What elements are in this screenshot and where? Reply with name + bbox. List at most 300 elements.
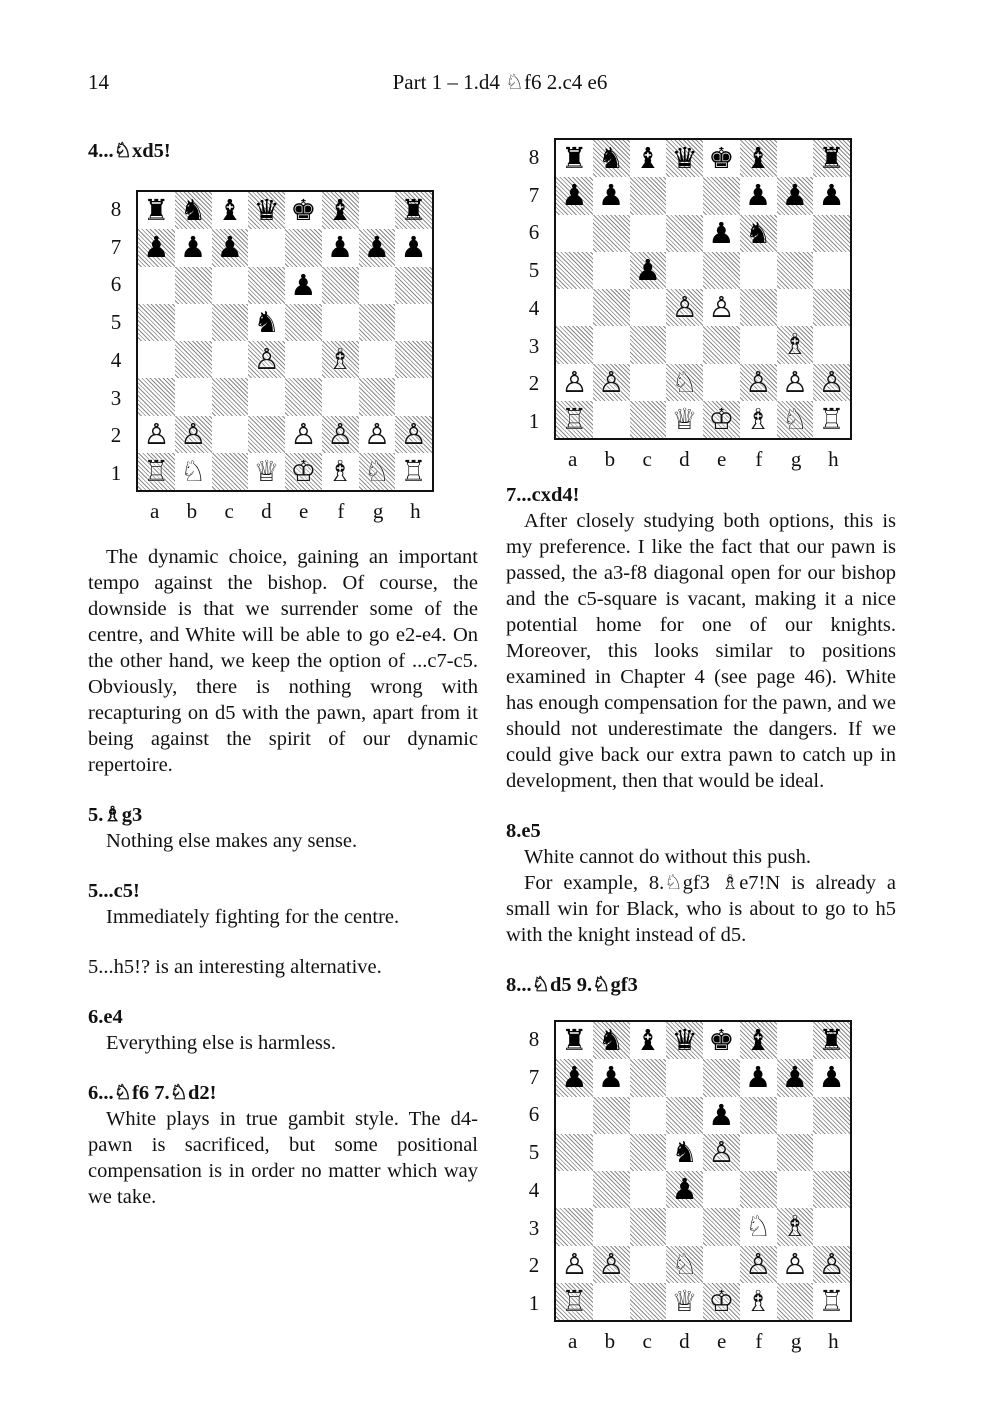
square-c5: [212, 304, 249, 341]
black-knight-icon: ♞: [745, 215, 772, 250]
square-d7: [666, 177, 703, 214]
square-h6: [813, 1097, 850, 1134]
black-pawn-icon: ♟: [745, 178, 772, 213]
rank-label: 7: [110, 234, 122, 259]
square-c3: [630, 1208, 667, 1245]
square-e6: [703, 215, 740, 252]
square-c7: [630, 177, 667, 214]
white-bishop-icon: ♗: [781, 1209, 808, 1244]
rank-label: 1: [528, 1291, 540, 1316]
white-pawn-icon: ♙: [708, 290, 735, 325]
square-a3: [556, 326, 593, 363]
rank-label: 8: [528, 1026, 540, 1051]
square-c3: [212, 378, 249, 415]
square-h7: [813, 177, 850, 214]
square-d5: [248, 304, 285, 341]
square-a8: [556, 140, 593, 177]
square-a1: [556, 1283, 593, 1320]
square-h5: [813, 1134, 850, 1171]
square-b7: [593, 1059, 630, 1096]
square-b4: [593, 289, 630, 326]
square-a6: [138, 267, 175, 304]
file-label: a: [567, 447, 578, 471]
rank-label: 5: [110, 310, 122, 335]
square-e3: [703, 326, 740, 363]
square-a7: [556, 177, 593, 214]
square-a4: [138, 341, 175, 378]
square-h6: [813, 215, 850, 252]
square-h4: [813, 289, 850, 326]
black-pawn-icon: ♟: [598, 178, 625, 213]
square-a7: [556, 1059, 593, 1096]
square-g4: [359, 341, 396, 378]
white-knight-icon: ♘: [671, 1246, 698, 1281]
white-bishop-icon: ♗: [781, 327, 808, 362]
white-pawn-icon: ♙: [561, 1246, 588, 1281]
black-pawn-icon: ♟: [818, 1060, 845, 1095]
square-f7: [740, 1059, 777, 1096]
rank-label: 5: [528, 258, 540, 283]
square-b2: [593, 364, 630, 401]
square-h8: [813, 1022, 850, 1059]
rank-label: 4: [528, 295, 540, 320]
black-knight-icon: ♞: [671, 1134, 698, 1169]
square-c2: [212, 416, 249, 453]
square-b4: [593, 1171, 630, 1208]
square-g6: [777, 1097, 814, 1134]
white-pawn-icon: ♙: [818, 364, 845, 399]
commentary-paragraph: White cannot do without this push.: [524, 846, 811, 868]
black-pawn-icon: ♟: [634, 252, 661, 287]
square-e8: [285, 192, 322, 229]
rank-label: 6: [528, 220, 540, 245]
file-labels: [136, 498, 434, 524]
square-h5: [395, 304, 432, 341]
white-rook-icon: ♖: [818, 1283, 845, 1318]
square-b5: [175, 304, 212, 341]
rank-label: 6: [528, 1102, 540, 1127]
square-g2: [777, 364, 814, 401]
square-e6: [285, 267, 322, 304]
square-h1: [395, 453, 432, 490]
right-column: [506, 138, 896, 1364]
square-h3: [395, 378, 432, 415]
white-pawn-icon: ♙: [598, 1246, 625, 1281]
square-b8: [175, 192, 212, 229]
chess-diagram-3: [508, 1020, 848, 1364]
rank-label: 4: [528, 1177, 540, 1202]
black-pawn-icon: ♟: [561, 178, 588, 213]
square-a2: [556, 1246, 593, 1283]
file-label: h: [410, 499, 421, 523]
square-b6: [593, 215, 630, 252]
file-label: g: [372, 499, 384, 523]
square-f4: [740, 289, 777, 326]
square-a8: [138, 192, 175, 229]
square-f5: [740, 252, 777, 289]
black-bishop-icon: ♝: [327, 193, 354, 228]
square-a6: [556, 215, 593, 252]
move-heading: 5...c5!: [88, 880, 140, 902]
square-a5: [556, 1134, 593, 1171]
white-queen-icon: ♕: [253, 453, 280, 488]
rank-labels: [522, 138, 546, 440]
square-f2: [322, 416, 359, 453]
white-pawn-icon: ♙: [290, 416, 317, 451]
file-label: c: [224, 499, 234, 523]
square-f6: [740, 1097, 777, 1134]
square-d5: [666, 252, 703, 289]
black-bishop-icon: ♝: [216, 193, 243, 228]
move-heading: 5.♗g3: [88, 804, 143, 826]
black-pawn-icon: ♟: [745, 1060, 772, 1095]
white-pawn-icon: ♙: [708, 1134, 735, 1169]
white-pawn-icon: ♙: [363, 416, 390, 451]
square-h8: [395, 192, 432, 229]
commentary-paragraph: Everything else is harmless.: [106, 1032, 337, 1054]
square-e2: [285, 416, 322, 453]
square-b1: [593, 401, 630, 438]
rank-labels: [104, 190, 128, 492]
square-e7: [285, 229, 322, 266]
rank-label: 3: [110, 385, 122, 410]
black-queen-icon: ♛: [253, 193, 280, 228]
white-knight-icon: ♘: [781, 401, 808, 436]
square-e4: [703, 289, 740, 326]
square-c4: [630, 1171, 667, 1208]
file-label: e: [716, 447, 727, 471]
square-d8: [666, 140, 703, 177]
square-c3: [630, 326, 667, 363]
square-h2: [813, 364, 850, 401]
move-heading: 7...cxd4!: [506, 484, 580, 506]
rank-label: 3: [528, 333, 540, 358]
square-c6: [630, 1097, 667, 1134]
square-d3: [666, 1208, 703, 1245]
square-a2: [138, 416, 175, 453]
commentary-paragraph: The dynamic choice, gaining an important tempo against the bishop. Of course, the downside is that we surrender some of the centre, and White will be able to go e2-e4. On the other hand, we keep the option of ...c7-c5. Obviously, there is nothing wrong with recapturing on d5 with the pawn, apart from it being against the spirit of our dynamic repertoire.: [88, 546, 478, 776]
file-label: d: [261, 499, 272, 523]
white-pawn-icon: ♙: [745, 1246, 772, 1281]
variation-line: 5...h5!? is an interesting alternative.: [88, 956, 382, 978]
square-h3: [813, 326, 850, 363]
square-g3: [777, 1208, 814, 1245]
square-c2: [630, 1246, 667, 1283]
file-label: b: [604, 1329, 616, 1353]
square-d4: [248, 341, 285, 378]
rank-label: 3: [528, 1215, 540, 1240]
white-bishop-icon: ♗: [327, 453, 354, 488]
square-d2: [666, 1246, 703, 1283]
white-king-icon: ♔: [290, 453, 317, 488]
square-f8: [740, 1022, 777, 1059]
square-d7: [248, 229, 285, 266]
square-c4: [212, 341, 249, 378]
square-a7: [138, 229, 175, 266]
square-b2: [593, 1246, 630, 1283]
file-label: d: [679, 447, 690, 471]
black-pawn-icon: ♟: [216, 230, 243, 265]
square-b3: [593, 1208, 630, 1245]
black-pawn-icon: ♟: [818, 178, 845, 213]
square-e7: [703, 177, 740, 214]
square-f7: [740, 177, 777, 214]
square-h4: [395, 341, 432, 378]
square-h2: [395, 416, 432, 453]
square-e2: [703, 1246, 740, 1283]
square-b7: [175, 229, 212, 266]
white-pawn-icon: ♙: [327, 416, 354, 451]
white-knight-icon: ♘: [745, 1209, 772, 1244]
square-g8: [359, 192, 396, 229]
square-d6: [248, 267, 285, 304]
square-f5: [322, 304, 359, 341]
square-f7: [322, 229, 359, 266]
rank-label: 8: [110, 196, 122, 221]
square-g6: [359, 267, 396, 304]
square-d1: [666, 401, 703, 438]
black-rook-icon: ♜: [818, 1023, 845, 1058]
square-e4: [703, 1171, 740, 1208]
black-knight-icon: ♞: [180, 193, 207, 228]
rank-label: 7: [528, 182, 540, 207]
black-rook-icon: ♜: [561, 1023, 588, 1058]
white-pawn-icon: ♙: [781, 364, 808, 399]
white-pawn-icon: ♙: [180, 416, 207, 451]
square-a2: [556, 364, 593, 401]
rank-label: 2: [528, 371, 540, 396]
white-knight-icon: ♘: [180, 453, 207, 488]
file-label: c: [642, 1329, 652, 1353]
square-b6: [175, 267, 212, 304]
square-h7: [813, 1059, 850, 1096]
square-g5: [359, 304, 396, 341]
file-label: b: [186, 499, 198, 523]
square-b5: [593, 252, 630, 289]
white-pawn-icon: ♙: [745, 364, 772, 399]
commentary-paragraph: White plays in true gambit style. The d4-pawn is sacrificed, but some positional compensation is in order no matter which way we take.: [88, 1108, 478, 1208]
black-pawn-icon: ♟: [598, 1060, 625, 1095]
chess-board: [554, 138, 852, 440]
white-pawn-icon: ♙: [781, 1246, 808, 1281]
square-b7: [593, 177, 630, 214]
black-king-icon: ♚: [290, 193, 317, 228]
square-f1: [740, 401, 777, 438]
white-rook-icon: ♖: [561, 401, 588, 436]
square-c7: [630, 1059, 667, 1096]
white-rook-icon: ♖: [561, 1283, 588, 1318]
black-bishop-icon: ♝: [745, 141, 772, 176]
square-a3: [556, 1208, 593, 1245]
file-labels: [554, 1328, 852, 1354]
white-bishop-icon: ♗: [327, 342, 354, 377]
square-b3: [593, 326, 630, 363]
square-c7: [212, 229, 249, 266]
white-pawn-icon: ♙: [143, 416, 170, 451]
square-a3: [138, 378, 175, 415]
square-c5: [630, 252, 667, 289]
square-c8: [212, 192, 249, 229]
white-pawn-icon: ♙: [671, 290, 698, 325]
white-pawn-icon: ♙: [818, 1246, 845, 1281]
square-g7: [359, 229, 396, 266]
black-knight-icon: ♞: [598, 141, 625, 176]
square-d3: [248, 378, 285, 415]
commentary-paragraph: Immediately fighting for the centre.: [106, 906, 400, 928]
square-g1: [777, 1283, 814, 1320]
square-a8: [556, 1022, 593, 1059]
black-pawn-icon: ♟: [708, 215, 735, 250]
square-c5: [630, 1134, 667, 1171]
square-h8: [813, 140, 850, 177]
square-a6: [556, 1097, 593, 1134]
square-f4: [322, 341, 359, 378]
square-g8: [777, 140, 814, 177]
square-e1: [703, 401, 740, 438]
square-d8: [666, 1022, 703, 1059]
black-rook-icon: ♜: [818, 141, 845, 176]
square-g2: [777, 1246, 814, 1283]
square-h1: [813, 401, 850, 438]
square-e7: [703, 1059, 740, 1096]
square-e8: [703, 140, 740, 177]
square-f3: [322, 378, 359, 415]
square-a4: [556, 1171, 593, 1208]
black-pawn-icon: ♟: [290, 267, 317, 302]
black-pawn-icon: ♟: [327, 230, 354, 265]
square-f2: [740, 364, 777, 401]
commentary-paragraph: Nothing else makes any sense.: [106, 830, 358, 852]
square-a5: [556, 252, 593, 289]
square-b8: [593, 140, 630, 177]
rank-label: 8: [528, 144, 540, 169]
square-e3: [285, 378, 322, 415]
white-rook-icon: ♖: [400, 453, 427, 488]
square-g7: [777, 1059, 814, 1096]
file-label: f: [755, 447, 763, 471]
square-c1: [630, 401, 667, 438]
black-pawn-icon: ♟: [143, 230, 170, 265]
square-d1: [248, 453, 285, 490]
file-labels: [554, 446, 852, 472]
black-knight-icon: ♞: [598, 1023, 625, 1058]
square-h3: [813, 1208, 850, 1245]
square-g5: [777, 1134, 814, 1171]
file-label: d: [679, 1329, 690, 1353]
square-b3: [175, 378, 212, 415]
square-g2: [359, 416, 396, 453]
square-h7: [395, 229, 432, 266]
square-b4: [175, 341, 212, 378]
file-label: b: [604, 447, 616, 471]
black-rook-icon: ♜: [561, 141, 588, 176]
left-column: [88, 138, 478, 1210]
square-f8: [322, 192, 359, 229]
square-b1: [593, 1283, 630, 1320]
black-bishop-icon: ♝: [634, 1023, 661, 1058]
square-e3: [703, 1208, 740, 1245]
square-c4: [630, 289, 667, 326]
square-d1: [666, 1283, 703, 1320]
file-label: f: [337, 499, 345, 523]
black-pawn-icon: ♟: [400, 230, 427, 265]
square-f2: [740, 1246, 777, 1283]
square-f8: [740, 140, 777, 177]
file-label: h: [828, 447, 839, 471]
square-d7: [666, 1059, 703, 1096]
move-heading: 8...♘d5 9.♘gf3: [506, 974, 638, 996]
black-queen-icon: ♛: [671, 1023, 698, 1058]
file-label: g: [790, 447, 802, 471]
black-pawn-icon: ♟: [180, 230, 207, 265]
black-king-icon: ♚: [708, 141, 735, 176]
white-rook-icon: ♖: [143, 453, 170, 488]
chess-board: [136, 190, 434, 492]
file-label: e: [716, 1329, 727, 1353]
square-d5: [666, 1134, 703, 1171]
black-pawn-icon: ♟: [708, 1097, 735, 1132]
square-e5: [703, 1134, 740, 1171]
black-king-icon: ♚: [708, 1023, 735, 1058]
chess-diagram-2: [508, 138, 848, 482]
square-e8: [703, 1022, 740, 1059]
white-pawn-icon: ♙: [561, 364, 588, 399]
rank-label: 2: [528, 1253, 540, 1278]
file-label: g: [790, 1329, 802, 1353]
square-g4: [777, 1171, 814, 1208]
square-g3: [359, 378, 396, 415]
page-number: 14: [88, 70, 109, 94]
square-f3: [740, 326, 777, 363]
rank-label: 1: [110, 461, 122, 486]
square-c8: [630, 1022, 667, 1059]
file-label: c: [642, 447, 652, 471]
square-b5: [593, 1134, 630, 1171]
square-g3: [777, 326, 814, 363]
commentary-paragraph: After closely studying both options, this is my preference. I like the fact that our pawn is passed, the a3-f8 diagonal open for our bishop and the c5-square is vacant, making it a nice potential home for one of our knights. Moreover, this looks similar to positions examined in Chapter 4 (see page 46). White has enough compensation for the pawn, and we should not underestimate the dangers. If we could give back our extra pawn to catch up in development, then that would be ideal.: [506, 510, 896, 792]
file-label: a: [149, 499, 160, 523]
white-knight-icon: ♘: [363, 453, 390, 488]
square-e2: [703, 364, 740, 401]
square-f1: [322, 453, 359, 490]
commentary-paragraph: For example, 8.♘gf3 ♗e7!N is already a small win for Black, who is about to go to h5 with the knight instead of d5.: [506, 872, 896, 946]
square-f5: [740, 1134, 777, 1171]
white-king-icon: ♔: [708, 1283, 735, 1318]
square-c2: [630, 364, 667, 401]
square-a1: [138, 453, 175, 490]
black-pawn-icon: ♟: [671, 1172, 698, 1207]
square-a4: [556, 289, 593, 326]
square-f1: [740, 1283, 777, 1320]
square-g8: [777, 1022, 814, 1059]
square-h2: [813, 1246, 850, 1283]
square-f6: [322, 267, 359, 304]
white-king-icon: ♔: [708, 401, 735, 436]
square-c6: [212, 267, 249, 304]
black-pawn-icon: ♟: [363, 230, 390, 265]
move-heading: 6.e4: [88, 1006, 123, 1028]
square-a5: [138, 304, 175, 341]
chess-board: [554, 1020, 852, 1322]
file-label: e: [298, 499, 309, 523]
black-rook-icon: ♜: [400, 193, 427, 228]
square-d3: [666, 326, 703, 363]
chess-diagram-1: [90, 190, 430, 534]
square-e1: [285, 453, 322, 490]
square-h6: [395, 267, 432, 304]
white-pawn-icon: ♙: [598, 364, 625, 399]
square-e4: [285, 341, 322, 378]
